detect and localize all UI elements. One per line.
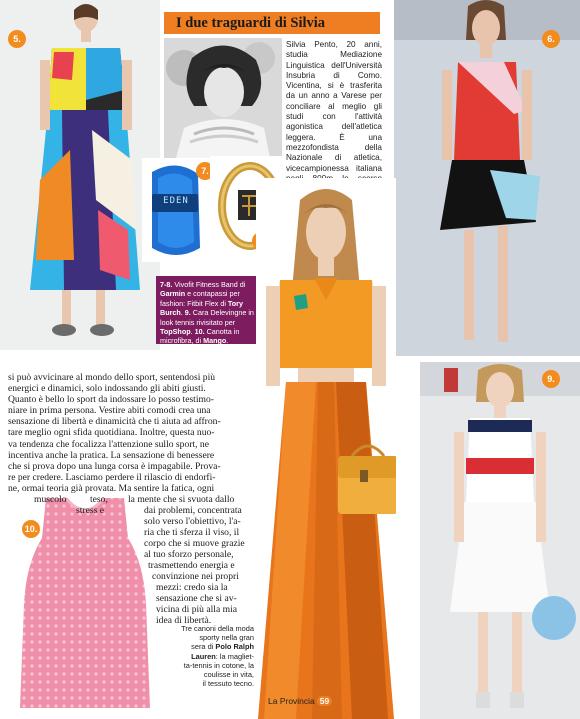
photo-colorblock-dress — [0, 0, 160, 350]
badge-5: 5. — [8, 30, 26, 48]
caption-ralph-lauren — [162, 624, 254, 688]
article-line: tare meglio ogni sfida quotidiana. Inoltre, questa nuo- — [8, 427, 215, 439]
caption-ralph-line: sporty nella gran — [199, 633, 254, 643]
article-line: che si prova dopo una lunga corsa è impagabile. Prova- — [8, 460, 221, 472]
caption-ralph-line: ta-tennis in cotone, la — [183, 660, 254, 670]
article-tail-line: trasmettendo energia e — [148, 560, 235, 571]
article-tail-line: corpo che si muove grazie — [144, 538, 245, 549]
article-line: ne, ormai teoria già provata. Ma sentire la fatica, ogni — [8, 482, 215, 494]
photo-red-top-art — [394, 0, 580, 356]
article-line: si può avvicinare al mondo dello sport, sentendosi più — [8, 372, 216, 383]
caption-products-p12: Canotta in microfibra, di — [160, 327, 240, 346]
article-word-dai: dai problemi, concentrata — [144, 505, 242, 516]
caption-ralph-maglietta: : la magliet- — [215, 651, 254, 661]
caption-ralph-brand1: Polo Ralph — [215, 642, 254, 652]
article-tail-line: al tuo sforzo personale, — [144, 549, 234, 560]
caption-ralph-brand2: Lauren — [191, 651, 216, 661]
page-footer — [268, 696, 332, 706]
article-tail-line: convinzione nei propri — [152, 571, 239, 582]
article-line: Quanto è bello lo sport da indossare lo posso testimo- — [8, 394, 214, 406]
caption-products-p10: . — [190, 327, 195, 337]
article-line: energici e dinamici, solo indossando gli abiti giusti. — [8, 383, 206, 395]
caption-products-p9: TopShop — [160, 327, 191, 337]
article-tail-line: solo verso l'obiettivo, l'a- — [144, 516, 241, 527]
article-line: niare in prima persona. Vestire abiti comodi crea una — [8, 405, 211, 417]
photo-tennis-look-art — [420, 362, 580, 719]
badge-9: 9. — [542, 370, 560, 388]
photo-red-top — [394, 0, 580, 356]
photo-silvia-portrait — [164, 38, 282, 158]
caption-products-p2: Vivofit Fitness Band di — [172, 280, 246, 289]
article-title-bar — [164, 12, 380, 34]
fitness-band-display: EDEN — [163, 196, 189, 206]
photo-colorblock-dress-art — [0, 0, 160, 350]
page-number: 59 — [317, 696, 332, 706]
caption-products-p8: Cara Delevingne in look tennis rivisitato per — [160, 308, 254, 327]
badge-7: 7. — [196, 162, 214, 180]
photo-tennis-look — [420, 362, 580, 719]
photo-orange-polo-model-art — [256, 178, 396, 719]
article-tail-line: idea di libertà. — [156, 615, 212, 626]
caption-products-p6: . — [180, 308, 185, 318]
article-line: va tendenza che focalizza l'attenzione sullo sport, ne — [8, 438, 209, 450]
article-word-la-mente: la mente che si svuota dallo — [128, 494, 235, 505]
magazine-name: La Provincia — [268, 696, 315, 706]
article-body — [8, 372, 258, 494]
badge-6: 6. — [542, 30, 560, 48]
caption-products-p5: Tory Burch — [160, 298, 243, 318]
caption-products-p13: Mango — [203, 336, 227, 346]
caption-ralph-line: il tessuto tecno. — [202, 679, 254, 689]
caption-ralph-line: Tre canoni della moda — [181, 624, 254, 633]
article-line: incentiva anche la pratica. La sensazione di benessere — [8, 449, 215, 461]
article-word-muscolo: muscolo — [34, 494, 67, 505]
caption-products-p7: 9. — [184, 308, 191, 318]
caption-products — [156, 276, 266, 344]
article-tail-line: ria che ti sferza il viso, il — [144, 527, 240, 538]
article-word-stress: stress e — [76, 505, 104, 516]
article-tail-line: mezzi: credo sia la — [156, 582, 228, 593]
article-tail-line: sensazione che si av- — [156, 593, 237, 604]
caption-products-p14: . — [226, 336, 229, 346]
caption-ralph-line: coulisse in vita, — [203, 670, 254, 680]
article-tail-line: vicina di più alla mia — [156, 604, 237, 615]
caption-products-p4: e contapassi per fashion: Fitbit Flex di — [160, 289, 240, 308]
article-title: I due traguardi di Silvia — [176, 15, 326, 31]
article-line: re per credere. Lasciamo perdere il rilascio di endorfi- — [8, 471, 216, 483]
caption-products-p1: 7-8. — [160, 280, 173, 289]
caption-ralph-line — [162, 652, 254, 661]
caption-ralph-line — [162, 642, 254, 651]
bio-text: Silvia Pento, 20 anni, studia Mediazione Linguistica dell'Università Insubria di Como. Vicentina, si è trasferita da un anno a Varese per conciliare al meglio gli studi con l'attività agonistica dell'atletica leggera. È una mezzofondista della Nazionale di atletica, vicecampionessa italiana — [286, 40, 382, 173]
caption-ralph-sera: sera di — [191, 642, 216, 652]
badge-10: 10. — [22, 520, 40, 538]
photo-orange-polo-model — [256, 178, 396, 719]
article-line: sensazione di libertà e dinamicità che ti aiuta ad affron- — [8, 416, 221, 428]
article-word-teso: teso, — [90, 494, 108, 505]
caption-products-p3: Garmin — [160, 289, 186, 299]
caption-products-p11: 10. — [194, 327, 205, 337]
photo-silvia-portrait-art — [164, 38, 282, 158]
